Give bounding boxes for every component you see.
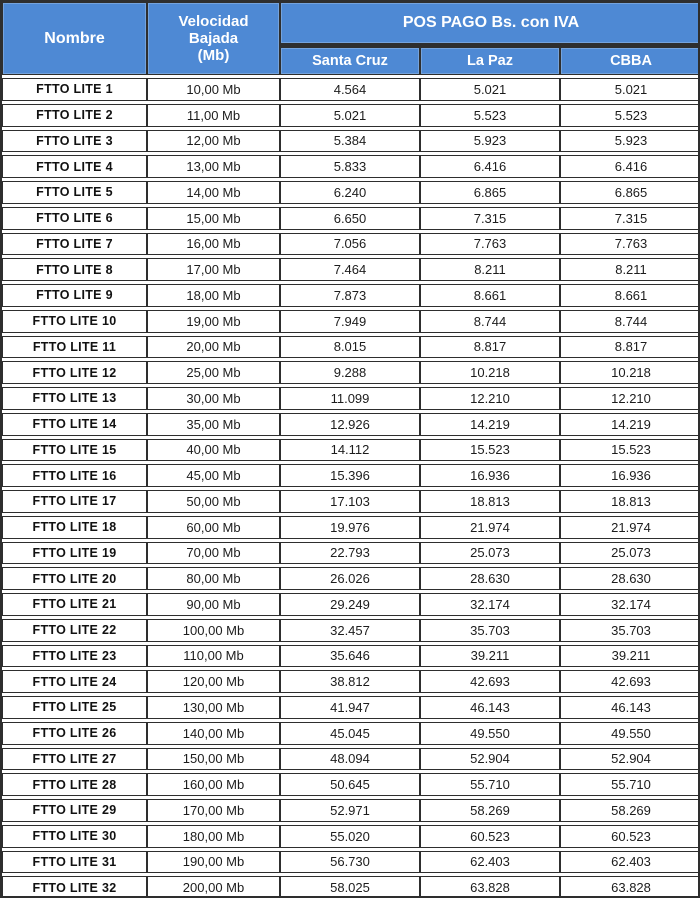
price-santa-cruz-cell: 5.833 bbox=[280, 155, 420, 178]
plan-name-cell: FTTO LITE 6 bbox=[2, 207, 147, 230]
price-la-paz-cell: 60.523 bbox=[420, 825, 560, 848]
plan-name-cell: FTTO LITE 16 bbox=[2, 464, 147, 487]
price-la-paz-cell: 5.923 bbox=[420, 130, 560, 153]
table-row bbox=[2, 310, 700, 333]
price-la-paz-cell: 7.763 bbox=[420, 233, 560, 256]
price-santa-cruz-cell: 6.240 bbox=[280, 181, 420, 204]
price-santa-cruz-cell: 6.650 bbox=[280, 207, 420, 230]
plan-name-cell: FTTO LITE 28 bbox=[2, 773, 147, 796]
price-cbba-cell: 6.865 bbox=[560, 181, 700, 204]
table-row bbox=[2, 876, 700, 898]
table-row bbox=[2, 825, 700, 848]
table-row bbox=[2, 361, 700, 384]
download-speed-cell: 12,00 Mb bbox=[147, 130, 280, 153]
download-speed-cell: 140,00 Mb bbox=[147, 722, 280, 745]
table-row bbox=[2, 851, 700, 874]
price-cbba-cell: 8.211 bbox=[560, 258, 700, 281]
download-speed-cell: 110,00 Mb bbox=[147, 645, 280, 668]
table-row bbox=[2, 593, 700, 616]
price-la-paz-cell: 46.143 bbox=[420, 696, 560, 719]
price-santa-cruz-cell: 7.949 bbox=[280, 310, 420, 333]
column-header-la-paz: La Paz bbox=[420, 47, 560, 75]
column-header-santa-cruz: Santa Cruz bbox=[280, 47, 420, 75]
download-speed-cell: 18,00 Mb bbox=[147, 284, 280, 307]
table-row bbox=[2, 464, 700, 487]
price-cbba-cell: 18.813 bbox=[560, 490, 700, 513]
price-santa-cruz-cell: 12.926 bbox=[280, 413, 420, 436]
price-cbba-cell: 63.828 bbox=[560, 876, 700, 898]
price-cbba-cell: 12.210 bbox=[560, 387, 700, 410]
download-speed-cell: 80,00 Mb bbox=[147, 567, 280, 590]
price-cbba-cell: 52.904 bbox=[560, 748, 700, 771]
download-speed-cell: 70,00 Mb bbox=[147, 542, 280, 565]
download-speed-cell: 60,00 Mb bbox=[147, 516, 280, 539]
price-santa-cruz-cell: 14.112 bbox=[280, 439, 420, 462]
plan-name-cell: FTTO LITE 29 bbox=[2, 799, 147, 822]
plan-name-cell: FTTO LITE 14 bbox=[2, 413, 147, 436]
price-cbba-cell: 32.174 bbox=[560, 593, 700, 616]
plan-name-cell: FTTO LITE 15 bbox=[2, 439, 147, 462]
plan-name-cell: FTTO LITE 26 bbox=[2, 722, 147, 745]
table-row bbox=[2, 336, 700, 359]
price-la-paz-cell: 42.693 bbox=[420, 670, 560, 693]
price-santa-cruz-cell: 29.249 bbox=[280, 593, 420, 616]
price-santa-cruz-cell: 22.793 bbox=[280, 542, 420, 565]
price-la-paz-cell: 12.210 bbox=[420, 387, 560, 410]
table-row bbox=[2, 748, 700, 771]
price-la-paz-cell: 63.828 bbox=[420, 876, 560, 898]
download-speed-cell: 35,00 Mb bbox=[147, 413, 280, 436]
price-la-paz-cell: 28.630 bbox=[420, 567, 560, 590]
table-row bbox=[2, 207, 700, 230]
price-cbba-cell: 14.219 bbox=[560, 413, 700, 436]
price-cbba-cell: 58.269 bbox=[560, 799, 700, 822]
download-speed-cell: 130,00 Mb bbox=[147, 696, 280, 719]
plan-name-cell: FTTO LITE 20 bbox=[2, 567, 147, 590]
column-header-cbba: CBBA bbox=[560, 47, 700, 75]
plan-name-cell: FTTO LITE 11 bbox=[2, 336, 147, 359]
price-santa-cruz-cell: 7.873 bbox=[280, 284, 420, 307]
download-speed-cell: 120,00 Mb bbox=[147, 670, 280, 693]
download-speed-cell: 100,00 Mb bbox=[147, 619, 280, 642]
download-speed-cell: 160,00 Mb bbox=[147, 773, 280, 796]
table-row bbox=[2, 670, 700, 693]
plan-name-cell: FTTO LITE 9 bbox=[2, 284, 147, 307]
download-speed-cell: 20,00 Mb bbox=[147, 336, 280, 359]
price-cbba-cell: 39.211 bbox=[560, 645, 700, 668]
plan-name-cell: FTTO LITE 22 bbox=[2, 619, 147, 642]
table-row bbox=[2, 619, 700, 642]
header-row-top bbox=[2, 2, 700, 44]
table-row bbox=[2, 284, 700, 307]
table-row bbox=[2, 181, 700, 204]
table-row bbox=[2, 104, 700, 127]
price-la-paz-cell: 62.403 bbox=[420, 851, 560, 874]
table-row bbox=[2, 696, 700, 719]
price-la-paz-cell: 21.974 bbox=[420, 516, 560, 539]
price-santa-cruz-cell: 17.103 bbox=[280, 490, 420, 513]
price-cbba-cell: 62.403 bbox=[560, 851, 700, 874]
download-speed-cell: 90,00 Mb bbox=[147, 593, 280, 616]
price-santa-cruz-cell: 35.646 bbox=[280, 645, 420, 668]
price-cbba-cell: 49.550 bbox=[560, 722, 700, 745]
price-santa-cruz-cell: 55.020 bbox=[280, 825, 420, 848]
price-cbba-cell: 16.936 bbox=[560, 464, 700, 487]
price-la-paz-cell: 5.523 bbox=[420, 104, 560, 127]
table-row bbox=[2, 645, 700, 668]
table-row bbox=[2, 567, 700, 590]
download-speed-cell: 170,00 Mb bbox=[147, 799, 280, 822]
price-cbba-cell: 46.143 bbox=[560, 696, 700, 719]
price-cbba-cell: 5.923 bbox=[560, 130, 700, 153]
price-cbba-cell: 28.630 bbox=[560, 567, 700, 590]
price-santa-cruz-cell: 38.812 bbox=[280, 670, 420, 693]
table-row bbox=[2, 542, 700, 565]
price-la-paz-cell: 49.550 bbox=[420, 722, 560, 745]
price-la-paz-cell: 16.936 bbox=[420, 464, 560, 487]
table-row bbox=[2, 78, 700, 101]
price-cbba-cell: 25.073 bbox=[560, 542, 700, 565]
price-cbba-cell: 6.416 bbox=[560, 155, 700, 178]
price-santa-cruz-cell: 48.094 bbox=[280, 748, 420, 771]
price-santa-cruz-cell: 7.056 bbox=[280, 233, 420, 256]
plan-name-cell: FTTO LITE 5 bbox=[2, 181, 147, 204]
plan-name-cell: FTTO LITE 12 bbox=[2, 361, 147, 384]
plan-name-cell: FTTO LITE 4 bbox=[2, 155, 147, 178]
price-santa-cruz-cell: 45.045 bbox=[280, 722, 420, 745]
download-speed-cell: 25,00 Mb bbox=[147, 361, 280, 384]
price-la-paz-cell: 8.661 bbox=[420, 284, 560, 307]
download-speed-cell: 15,00 Mb bbox=[147, 207, 280, 230]
price-cbba-cell: 15.523 bbox=[560, 439, 700, 462]
table-body bbox=[2, 78, 700, 898]
download-speed-cell: 30,00 Mb bbox=[147, 387, 280, 410]
plan-name-cell: FTTO LITE 21 bbox=[2, 593, 147, 616]
price-santa-cruz-cell: 7.464 bbox=[280, 258, 420, 281]
price-santa-cruz-cell: 56.730 bbox=[280, 851, 420, 874]
price-cbba-cell: 55.710 bbox=[560, 773, 700, 796]
price-la-paz-cell: 32.174 bbox=[420, 593, 560, 616]
plan-name-cell: FTTO LITE 7 bbox=[2, 233, 147, 256]
table-row bbox=[2, 258, 700, 281]
price-santa-cruz-cell: 5.384 bbox=[280, 130, 420, 153]
table-row bbox=[2, 799, 700, 822]
download-speed-cell: 50,00 Mb bbox=[147, 490, 280, 513]
plan-name-cell: FTTO LITE 31 bbox=[2, 851, 147, 874]
price-santa-cruz-cell: 9.288 bbox=[280, 361, 420, 384]
plan-name-cell: FTTO LITE 2 bbox=[2, 104, 147, 127]
price-la-paz-cell: 39.211 bbox=[420, 645, 560, 668]
price-la-paz-cell: 7.315 bbox=[420, 207, 560, 230]
price-la-paz-cell: 8.817 bbox=[420, 336, 560, 359]
plan-name-cell: FTTO LITE 13 bbox=[2, 387, 147, 410]
table-row bbox=[2, 413, 700, 436]
plan-name-cell: FTTO LITE 17 bbox=[2, 490, 147, 513]
column-group-header-pos-pago: POS PAGO Bs. con IVA bbox=[280, 2, 700, 44]
price-santa-cruz-cell: 8.015 bbox=[280, 336, 420, 359]
speed-header-line-2: Bajada bbox=[188, 29, 239, 47]
price-santa-cruz-cell: 11.099 bbox=[280, 387, 420, 410]
price-la-paz-cell: 10.218 bbox=[420, 361, 560, 384]
table-row bbox=[2, 490, 700, 513]
price-la-paz-cell: 6.416 bbox=[420, 155, 560, 178]
price-cbba-cell: 60.523 bbox=[560, 825, 700, 848]
download-speed-cell: 17,00 Mb bbox=[147, 258, 280, 281]
plan-name-cell: FTTO LITE 1 bbox=[2, 78, 147, 101]
price-cbba-cell: 21.974 bbox=[560, 516, 700, 539]
price-la-paz-cell: 35.703 bbox=[420, 619, 560, 642]
price-cbba-cell: 7.315 bbox=[560, 207, 700, 230]
price-la-paz-cell: 55.710 bbox=[420, 773, 560, 796]
plan-name-cell: FTTO LITE 27 bbox=[2, 748, 147, 771]
download-speed-cell: 16,00 Mb bbox=[147, 233, 280, 256]
plan-name-cell: FTTO LITE 32 bbox=[2, 876, 147, 898]
speed-header-line-1: Velocidad bbox=[178, 12, 249, 30]
table-row bbox=[2, 516, 700, 539]
plan-name-cell: FTTO LITE 8 bbox=[2, 258, 147, 281]
download-speed-cell: 190,00 Mb bbox=[147, 851, 280, 874]
table-row bbox=[2, 130, 700, 153]
download-speed-cell: 150,00 Mb bbox=[147, 748, 280, 771]
table-row bbox=[2, 155, 700, 178]
ftto-lite-pricing-table bbox=[2, 0, 700, 898]
download-speed-cell: 13,00 Mb bbox=[147, 155, 280, 178]
download-speed-cell: 19,00 Mb bbox=[147, 310, 280, 333]
price-cbba-cell: 7.763 bbox=[560, 233, 700, 256]
plan-name-cell: FTTO LITE 10 bbox=[2, 310, 147, 333]
price-santa-cruz-cell: 52.971 bbox=[280, 799, 420, 822]
plan-name-cell: FTTO LITE 24 bbox=[2, 670, 147, 693]
table-header bbox=[2, 2, 700, 75]
price-santa-cruz-cell: 58.025 bbox=[280, 876, 420, 898]
price-cbba-cell: 8.744 bbox=[560, 310, 700, 333]
download-speed-cell: 180,00 Mb bbox=[147, 825, 280, 848]
download-speed-cell: 11,00 Mb bbox=[147, 104, 280, 127]
plan-name-cell: FTTO LITE 23 bbox=[2, 645, 147, 668]
price-santa-cruz-cell: 19.976 bbox=[280, 516, 420, 539]
price-santa-cruz-cell: 26.026 bbox=[280, 567, 420, 590]
price-la-paz-cell: 15.523 bbox=[420, 439, 560, 462]
price-santa-cruz-cell: 32.457 bbox=[280, 619, 420, 642]
price-la-paz-cell: 14.219 bbox=[420, 413, 560, 436]
price-la-paz-cell: 8.744 bbox=[420, 310, 560, 333]
download-speed-cell: 14,00 Mb bbox=[147, 181, 280, 204]
price-cbba-cell: 35.703 bbox=[560, 619, 700, 642]
price-cbba-cell: 8.817 bbox=[560, 336, 700, 359]
table-row bbox=[2, 773, 700, 796]
price-santa-cruz-cell: 5.021 bbox=[280, 104, 420, 127]
price-la-paz-cell: 52.904 bbox=[420, 748, 560, 771]
price-la-paz-cell: 5.021 bbox=[420, 78, 560, 101]
download-speed-cell: 45,00 Mb bbox=[147, 464, 280, 487]
price-santa-cruz-cell: 50.645 bbox=[280, 773, 420, 796]
column-header-nombre: Nombre bbox=[2, 2, 147, 75]
price-cbba-cell: 5.523 bbox=[560, 104, 700, 127]
price-santa-cruz-cell: 15.396 bbox=[280, 464, 420, 487]
table-row bbox=[2, 387, 700, 410]
price-la-paz-cell: 58.269 bbox=[420, 799, 560, 822]
speed-header-line-3: (Mb) bbox=[197, 47, 230, 65]
plan-name-cell: FTTO LITE 19 bbox=[2, 542, 147, 565]
download-speed-cell: 10,00 Mb bbox=[147, 78, 280, 101]
plan-name-cell: FTTO LITE 25 bbox=[2, 696, 147, 719]
price-la-paz-cell: 8.211 bbox=[420, 258, 560, 281]
plan-name-cell: FTTO LITE 30 bbox=[2, 825, 147, 848]
plan-name-cell: FTTO LITE 3 bbox=[2, 130, 147, 153]
price-la-paz-cell: 25.073 bbox=[420, 542, 560, 565]
download-speed-cell: 200,00 Mb bbox=[147, 876, 280, 898]
table-row bbox=[2, 233, 700, 256]
price-la-paz-cell: 18.813 bbox=[420, 490, 560, 513]
column-header-velocidad-bajada bbox=[147, 2, 280, 75]
price-santa-cruz-cell: 41.947 bbox=[280, 696, 420, 719]
price-cbba-cell: 42.693 bbox=[560, 670, 700, 693]
price-cbba-cell: 8.661 bbox=[560, 284, 700, 307]
price-la-paz-cell: 6.865 bbox=[420, 181, 560, 204]
download-speed-cell: 40,00 Mb bbox=[147, 439, 280, 462]
price-cbba-cell: 5.021 bbox=[560, 78, 700, 101]
plan-name-cell: FTTO LITE 18 bbox=[2, 516, 147, 539]
price-cbba-cell: 10.218 bbox=[560, 361, 700, 384]
price-santa-cruz-cell: 4.564 bbox=[280, 78, 420, 101]
table-row bbox=[2, 722, 700, 745]
table-row bbox=[2, 439, 700, 462]
